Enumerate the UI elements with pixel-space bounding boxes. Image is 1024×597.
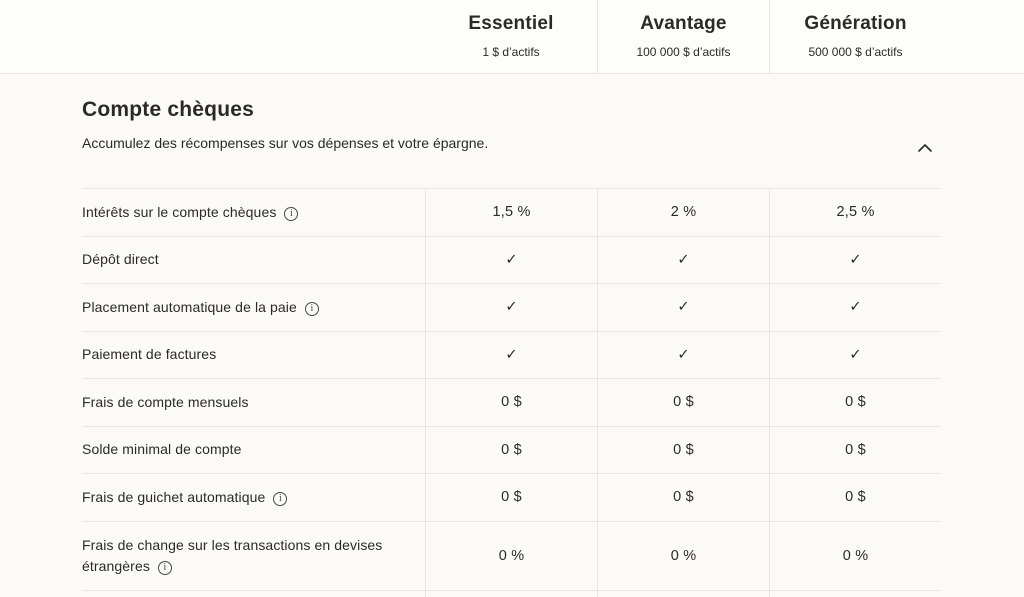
tier-column-avantage [597,0,769,74]
table-row [82,426,941,474]
table-row [82,378,941,426]
value-cell-avantage: 0 $ [597,474,769,521]
value-cell-essentiel: 1,5 % [425,189,597,236]
row-label: Frais de change sur les transactions en devises étrangères [82,536,383,574]
tier-assets: 500 000 $ d’actifs [808,45,903,59]
plan-tiers-header [0,0,1024,74]
tier-column-generation [769,0,941,74]
value-cell-avantage: 2 % [597,189,769,236]
row-label: Placement automatique de la paie [82,298,297,315]
value-cell-generation: ✓ [769,237,941,284]
value-cell-avantage [597,591,769,597]
section-subtitle: Accumulez des récompenses sur vos dépenses et votre épargne. [82,135,489,151]
row-label-cell [82,427,425,474]
info-icon[interactable]: i [284,207,298,221]
row-label: Intérêts sur le compte chèques [82,203,277,220]
value-cell-essentiel: 0 $ [425,474,597,521]
value-cell-generation: ✓ [769,284,941,331]
row-label-cell [82,237,425,284]
info-icon[interactable]: i [305,302,319,316]
table-row-partial [82,590,941,597]
table-row [82,473,941,521]
value-cell-generation: ✓ [769,332,941,379]
table-row [82,521,941,590]
value-cell-generation: 0 $ [769,379,941,426]
table-row [82,283,941,331]
section-compte-cheques [82,96,941,152]
row-label: Frais de compte mensuels [82,393,249,410]
value-cell-avantage: ✓ [597,237,769,284]
value-cell-essentiel [425,591,597,597]
value-cell-essentiel: ✓ [425,332,597,379]
tier-name: Avantage [640,13,727,34]
tier-name: Génération [804,13,907,34]
info-icon[interactable]: i [273,492,287,506]
comparison-table [82,188,941,597]
row-label-cell [82,522,425,590]
value-cell-essentiel: 0 $ [425,427,597,474]
table-row [82,188,941,236]
value-cell-generation: 0 % [769,522,941,590]
value-cell-essentiel: 0 % [425,522,597,590]
row-label-cell [82,332,425,379]
tier-assets: 1 $ d’actifs [482,45,540,59]
value-cell-avantage: 0 $ [597,379,769,426]
row-label-cell [82,284,425,331]
value-cell-essentiel: 0 $ [425,379,597,426]
value-cell-avantage: 0 % [597,522,769,590]
row-label: Dépôt direct [82,251,159,268]
row-label: Paiement de factures [82,346,217,363]
row-label: Frais de guichet automatique [82,488,266,505]
value-cell-essentiel: ✓ [425,284,597,331]
row-label: Solde minimal de compte [82,441,242,458]
section-title: Compte chèques [82,98,254,121]
row-label-cell [82,591,425,597]
row-label-cell [82,379,425,426]
tier-name: Essentiel [468,13,554,34]
value-cell-avantage: ✓ [597,284,769,331]
value-cell-essentiel: ✓ [425,237,597,284]
table-row [82,331,941,379]
chevron-up-icon [917,143,933,153]
section-collapse-button[interactable] [911,136,939,160]
value-cell-avantage: ✓ [597,332,769,379]
value-cell-generation: 0 $ [769,427,941,474]
info-icon[interactable]: i [158,561,172,575]
table-row [82,236,941,284]
tier-assets: 100 000 $ d’actifs [636,45,731,59]
tier-column-essentiel [425,0,597,74]
value-cell-generation: 2,5 % [769,189,941,236]
value-cell-avantage: 0 $ [597,427,769,474]
value-cell-generation: 0 $ [769,474,941,521]
row-label-cell [82,474,425,521]
row-label-cell [82,189,425,236]
value-cell-generation [769,591,941,597]
